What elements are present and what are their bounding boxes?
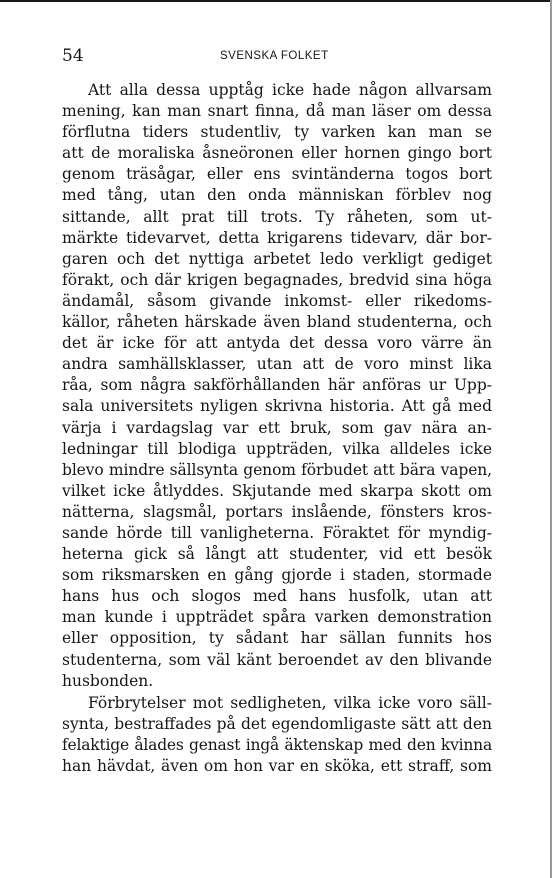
text-line: studenterna, som väl känt beroendet av den blivande [62,650,492,669]
text-line: nätterna, slagsmål, portars inslående, fönsters kros- [62,502,492,521]
scan-edge-top [0,0,552,2]
body-text [62,80,492,777]
text-line: sala universitets nyligen skrivna historia. Att gå med [62,397,492,416]
text-line: husbonden. [62,671,154,690]
paragraph-2 [62,693,492,777]
paragraph-1 [62,80,492,692]
text-line: källor, råheten härskade även bland studenterna, och [62,313,492,332]
text-line: råa, som några sakförhållanden här anföras ur Upp- [62,376,492,395]
text-line: sande hörde till vanligheterna. Föraktet för myndig- [62,523,492,542]
text-line: vilket icke åtlyddes. Skjutande med skarpa skott om [62,481,492,500]
text-line: sittande, allt prat till trots. Ty råheten, som ut- [62,207,492,226]
text-line: med tång, utan den onda människan förblev nog [62,186,492,205]
text-line: hans hus och slogos med hans husfolk, utan att [62,587,492,606]
text-line: andra samhällsklasser, utan att de voro minst lika [62,355,492,374]
text-line: man kunde i uppträdet spåra varken demonstration [62,608,492,627]
text-line: han hävdat, även om hon var en sköka, ett straff, som [62,757,492,775]
text-line: eller opposition, ty sådant har sällan funnits hos [62,629,492,648]
text-line: förflutna tiders studentliv, ty varken kan man se [62,123,492,142]
text-line: som riksmarsken en gång gjorde i staden, stormade [62,566,492,585]
text-line: märkte tidevarvet, detta krigarens tidevarv, där bor- [62,228,492,247]
text-line: ledningar till blodiga uppträden, vilka alldeles icke [62,439,492,458]
text-line: blevo mindre sällsynta genom förbudet att bära vapen, [62,460,492,479]
text-line: mening, kan man snart finna, då man läser om dessa [62,102,492,121]
text-line: det är icke för att antyda det dessa voro värre än [62,334,492,353]
text-line: värja i vardagslag var ett bruk, som gav nära an- [62,418,492,437]
running-head [62,46,492,66]
text-line: Att alla dessa upptåg icke hade någon allvarsam [88,81,492,99]
page-number: 54 [62,46,84,66]
text-line: heterna gick så långt att studenter, vid ett besök [62,545,492,564]
text-line: felaktige ålades genast ingå äktenskap med den kvinna [62,735,492,754]
text-line: garen och det nyttiga arbetet ledo verkligt gediget [62,249,492,268]
text-line: genom träsågar, eller ens svintänderna togos bort [62,165,492,184]
text-line: förakt, och där krigen begagnades, bredvid sina höga [62,270,492,289]
text-line: att de moraliska åsneöronen eller hornen gingo bort [62,144,492,163]
text-line: synta, bestraffades på det egendomligaste sätt att den [62,714,492,733]
text-line: ändamål, såsom givande inkomst- eller rikedoms- [62,291,492,310]
running-title: SVENSKA FOLKET [220,50,329,62]
text-line: Förbrytelser mot sedligheten, vilka icke voro säll- [88,693,492,712]
